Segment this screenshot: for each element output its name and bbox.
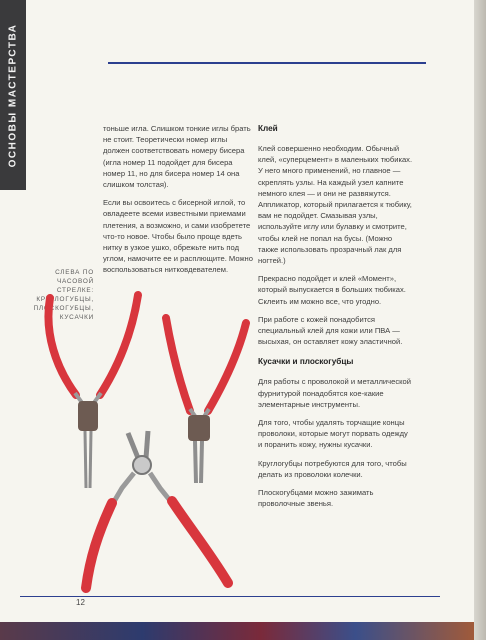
section-title: ОСНОВЫ МАСТЕРСТВА xyxy=(7,23,19,167)
paragraph: Круглогубцы потребуются для того, чтобы делать из проволоки колечки. xyxy=(258,458,407,479)
caption-line: КРУГЛОГУБЦЫ, xyxy=(36,296,94,303)
header-rule xyxy=(108,62,426,64)
caption-line: ЧАСОВОЙ СТРЕЛКЕ: xyxy=(56,278,94,294)
paragraph: Если вы освоитесь с бисерной иглой, то овладеете всеми известными приемами плетения, а возможно, и сами изобретете что-то новое. Чтобы было проще вдеть нитку в узкое ушко, обрежьте нить под углом, намочите ее и расплющите. Можно воспользоваться нитковдевателем. xyxy=(103,198,253,275)
glue-heading: Клей xyxy=(258,124,278,133)
left-column xyxy=(103,123,255,283)
caption-line: СЛЕВА ПО xyxy=(55,269,94,276)
paragraph: Клей совершенно необходим. Обычный клей, «суперцемент» в маленьких тюбиках. У него много применений, но главное — скреплять узлы. На каждый узел капните немного клея — и они не развяжутся. Аппликатор, который прилагается к тюбику, вам не подойдет. Смазывая узлы, используйте иглу или булавку и смотрите, чтобы клей не попал на бусы. (Можно также использовать прозрачный лак для ногтей.) xyxy=(258,144,413,266)
wire-cutters xyxy=(86,431,228,588)
caption-line: КУСАЧКИ xyxy=(59,314,94,321)
book-cover-strip xyxy=(0,622,474,640)
page-edge xyxy=(474,0,486,640)
flat-nose-pliers xyxy=(166,318,246,483)
paragraph: Для того, чтобы удалять торчащие концы проволоки, которые могут порвать одежду и поранить кожу, нужны кусачки. xyxy=(258,418,408,450)
caption-line: ПЛОСКОГУБЦЫ, xyxy=(33,305,94,312)
tools-photo xyxy=(20,283,260,603)
round-nose-pliers xyxy=(48,295,138,488)
section-tab xyxy=(0,0,26,190)
paragraph: Прекрасно подойдет и клей «Момент», который выпускается в больших тюбиках. Склеить им можно все, что угодно. xyxy=(258,274,406,306)
paragraph: Плоскогубцами можно зажимать проволочные звенья. xyxy=(258,488,374,509)
paragraph: Для работы с проволокой и металлической фурнитурой понадобятся кое-какие элементарные инструменты. xyxy=(258,377,411,409)
paragraph: тоньше игла. Слишком тонкие иглы брать не стоит. Теоретически номер иглы должен соответствовать номеру бисера (игла номер 11 подойдет для бисера номер 11, но для бисера номер 14 она слишком толстая). xyxy=(103,124,251,190)
right-column xyxy=(258,123,414,516)
page-number: 12 xyxy=(76,598,85,607)
paragraph: При работе с кожей понадобится специальный клей для кожи или ПВА — высыхая, он оставляет кожу эластичной. xyxy=(258,314,403,347)
tools-heading: Кусачки и плоскогубцы xyxy=(258,357,354,367)
footer-rule xyxy=(20,596,440,597)
